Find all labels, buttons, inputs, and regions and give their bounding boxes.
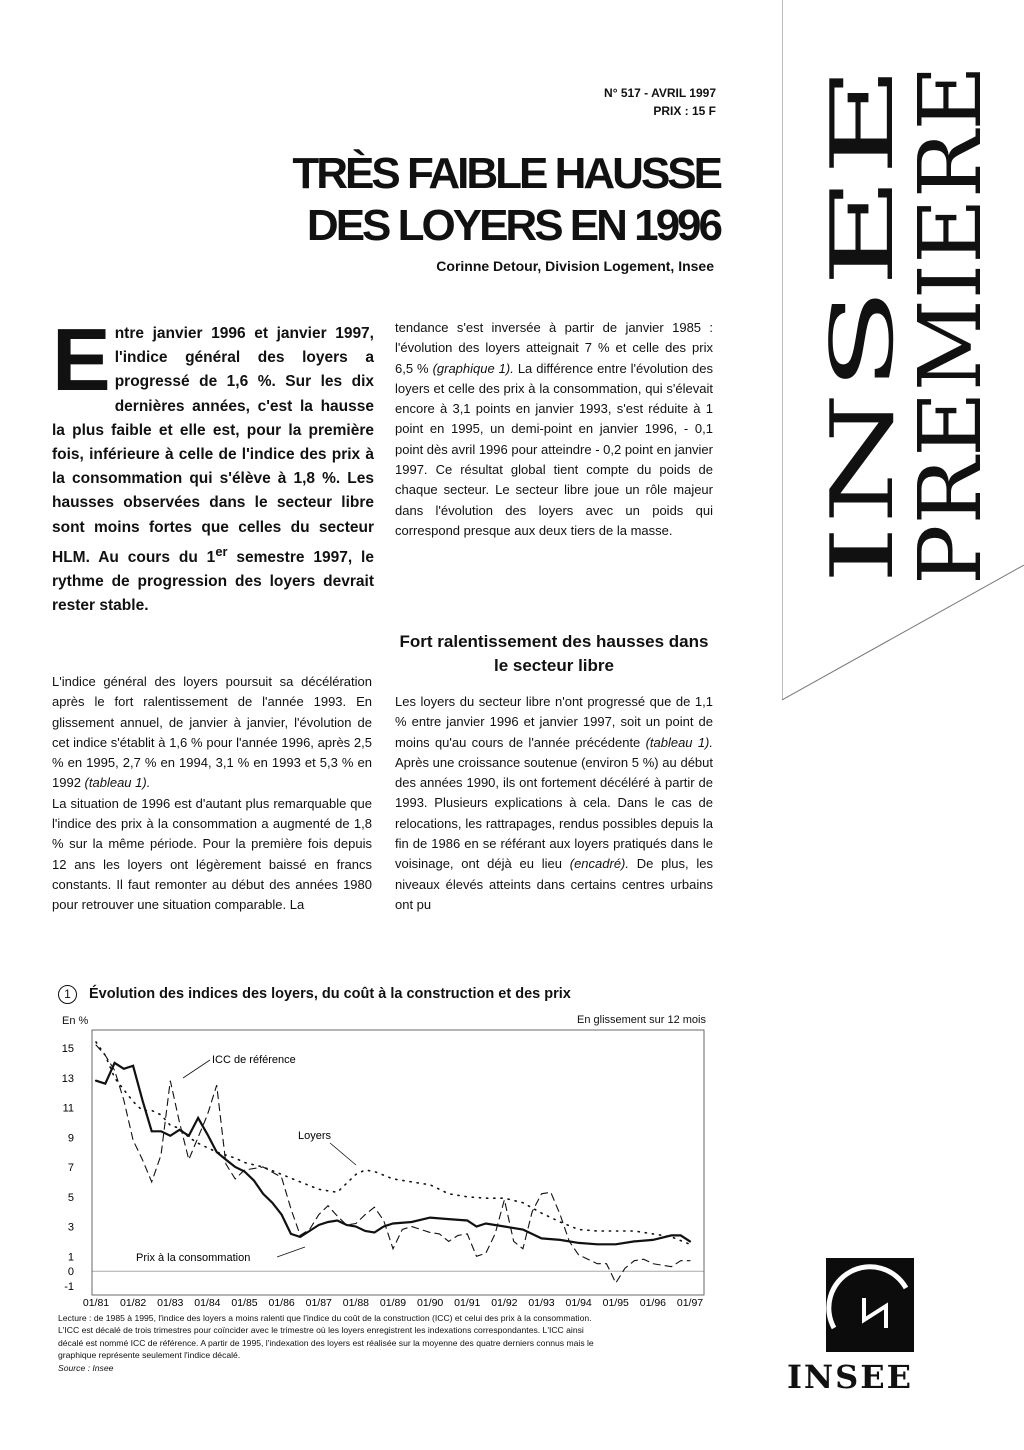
series-line-dotted: [96, 1042, 690, 1244]
x-tick-label: 01/85: [231, 1297, 258, 1309]
graph-reference: (graphique 1).: [432, 360, 514, 376]
body-paragraph-1: [52, 672, 372, 794]
x-tick-label: 01/83: [157, 1297, 184, 1309]
annotation-icc: ICC de référence: [212, 1054, 296, 1066]
lead-paragraph: [52, 310, 374, 619]
annotation-loyers: Loyers: [298, 1130, 332, 1142]
x-tick-label: 01/86: [268, 1297, 295, 1309]
body-text: L'indice général des loyers poursuit sa décélération après le fort ralentissement de l'année 1993. En glissement annuel, de janvier à janvier, l'évolution de cet indice s'établit à 1,6 % pour l'année 1996, après 2,5 % en 1995, 2,7 % en 1994, 3,1 % en 1993 et 5,3 % en 1992: [52, 674, 372, 791]
issue-price: PRIX : 15 F: [653, 104, 716, 118]
x-tick-label: 01/96: [639, 1297, 667, 1309]
body-text: De plus, les niveaux élevés atteints dans certains centres urbains ont pu: [395, 856, 713, 912]
column-right-bottom: [395, 692, 713, 915]
insee-logo-mark: [826, 1258, 914, 1352]
issue-info: [520, 84, 716, 120]
x-tick-label: 01/92: [491, 1297, 518, 1309]
x-tick-label: 01/90: [416, 1297, 444, 1309]
series-line-solid: [96, 1063, 690, 1244]
y-axis: [62, 1043, 704, 1293]
annotation-icc-leader: [183, 1060, 210, 1078]
issue-number: N° 517 - AVRIL 1997: [604, 86, 716, 100]
title-line-2: DES LOYERS EN 1996: [306, 201, 720, 250]
table-reference: (tableau 1).: [84, 775, 151, 791]
annotation-prix-leader: [277, 1247, 305, 1257]
body-text: La différence entre l'évolution des loyers et celle des prix à la consommation, qui s'élevait encore à 3,1 points en janvier 1993, s'est réduite à 1 point en 1995, un demi-point en janvier 1996, - 0,1 point dès avril 1996 pour atteindre - 0,2 point en janvier 1997. Ce résultat global tient compte du poids de chaque secteur. Le secteur libre joue un rôle majeur dans l'évolution des loyers avec un poids qui correspond presque aux deux tiers de la masse.: [395, 360, 713, 538]
figure-unit-right: En glissement sur 12 mois: [577, 1014, 706, 1026]
note-line: décalé est nommé ICC de référence. A partir de 1995, l'indexation des loyers est réalisée sur la moyenne des quatre derniers connus mais le: [58, 1337, 594, 1348]
box-reference: (encadré).: [569, 856, 629, 872]
masthead-insee: INSEE: [813, 291, 913, 585]
x-tick-label: 01/81: [82, 1297, 110, 1309]
series-group: [96, 1042, 690, 1283]
x-tick-label: 01/88: [342, 1297, 370, 1309]
y-tick-label: 9: [67, 1132, 74, 1145]
y-tick-label: 15: [61, 1043, 74, 1055]
x-tick-label: 01/93: [528, 1297, 555, 1309]
insee-premiere-masthead: [800, 40, 1010, 600]
x-tick-label: 01/95: [602, 1297, 629, 1309]
x-tick-label: 01/87: [305, 1297, 332, 1309]
annotations: [136, 1054, 356, 1264]
x-tick-label: 01/82: [119, 1297, 147, 1309]
y-tick-label: 0: [67, 1266, 74, 1279]
y-tick-label: 3: [67, 1221, 74, 1234]
body-text: Les loyers du secteur libre n'ont progressé que de 1,1 % entre janvier 1996 et janvier 1997, soit un point de moins qu'au cours de l'année précédente: [395, 694, 713, 750]
figure-notes: [58, 1312, 718, 1374]
body-paragraph-3: [395, 318, 713, 541]
x-tick-label: 01/89: [379, 1297, 407, 1309]
column-left: [52, 672, 372, 916]
y-tick-label: 5: [67, 1191, 74, 1204]
author-line: Corinne Detour, Division Logement, Insee: [436, 258, 714, 274]
figure-unit-left: En %: [62, 1015, 89, 1027]
series-line-dashed: [96, 1045, 690, 1283]
note-source: Source : Insee: [58, 1362, 114, 1373]
lead-sup: er: [215, 543, 228, 559]
masthead-premiere: PREMIERE: [901, 87, 1001, 585]
figure-title-text: Évolution des indices des loyers, du coût à la construction et des prix: [89, 986, 571, 1002]
y-tick-label: 13: [61, 1072, 74, 1085]
x-tick-label: 01/91: [454, 1297, 481, 1309]
y-tick-label: 7: [67, 1162, 74, 1174]
annotation-loyers-leader: [330, 1143, 356, 1165]
note-line: Lecture : de 1985 à 1995, l'indice des loyers a moins ralenti que l'indice du coût de la construction (ICC) et celui des prix à la consommation.: [58, 1313, 592, 1323]
section-subheading: Fort ralentissement des hausses dans le secteur libre: [399, 632, 709, 675]
x-tick-label: 01/94: [565, 1297, 592, 1309]
body-text: Après une croissance soutenue (environ 5 %) au début des années 1990, ils ont fortement décéléré à partir de 1993. Plusieurs explications à cela. Dans le cas de relocations, les rattrapages, rendus possibles depuis la fin de 1986 en se référant aux loyers pratiqués dans le voisinage, ont déjà eu lieu: [395, 754, 713, 872]
x-axis: [83, 1297, 703, 1309]
lead-text-end: semestre 1997, le rythme de progression des loyers devrait rester stable.: [52, 548, 374, 615]
x-tick-label: 01/97: [676, 1297, 704, 1309]
body-paragraph-2: La situation de 1996 est d'autant plus remarquable que l'indice des prix à la consommation a augmenté de 1,8 % sur la même période. Pour la première fois depuis 12 ans les loyers ont légèrement baissé en francs constants. Il faut remonter au début des années 1980 pour retrouver une situation comparable. La: [52, 795, 372, 913]
insee-logo-word: INSEE: [786, 1358, 914, 1396]
y-tick-label: 1: [67, 1251, 74, 1264]
page-title: [200, 148, 720, 252]
chart-frame: [92, 1030, 704, 1295]
note-line: L'ICC est décalé de trois trimestres pour coïncider avec le trimestre où les loyers enregistrent les indexations correspondantes. L'ICC ainsi: [58, 1325, 584, 1336]
table-reference: (tableau 1).: [645, 734, 713, 750]
figure-title: [58, 985, 698, 1004]
lead-text: ntre janvier 1996 et janvier 1997, l'indice général des loyers a progressé de 1,6 %. Sur les dix dernières années, c'est la hausse la plus faible et elle est, pour la première fois, inférieure à celle de l'indice des prix à la consommation qui s'élève à 1,8 %. Les hausses observées dans le secteur libre sont moins fortes que celles du secteur HLM. Au cours du 1: [52, 325, 374, 566]
column-right-top: [395, 318, 713, 541]
title-line-1: TRÈS FAIBLE HAUSSE: [292, 149, 720, 198]
y-tick-label: -1: [64, 1281, 74, 1293]
body-paragraph-4: [395, 692, 713, 915]
annotation-prix: Prix à la consommation: [136, 1252, 251, 1264]
y-tick-label: 11: [62, 1102, 74, 1115]
figure-number-circle: 1: [58, 985, 77, 1004]
drop-cap: E: [52, 310, 111, 409]
note-line: graphique représente seulement l'indice décalé.: [58, 1350, 241, 1361]
body-text: tendance s'est inversée à partir de janvier 1985 : l'évolution des loyers atteignait 7 % et celle des prix 6,5 %: [395, 320, 713, 376]
x-tick-label: 01/84: [194, 1297, 221, 1309]
insee-logo-icon: [826, 1258, 914, 1352]
